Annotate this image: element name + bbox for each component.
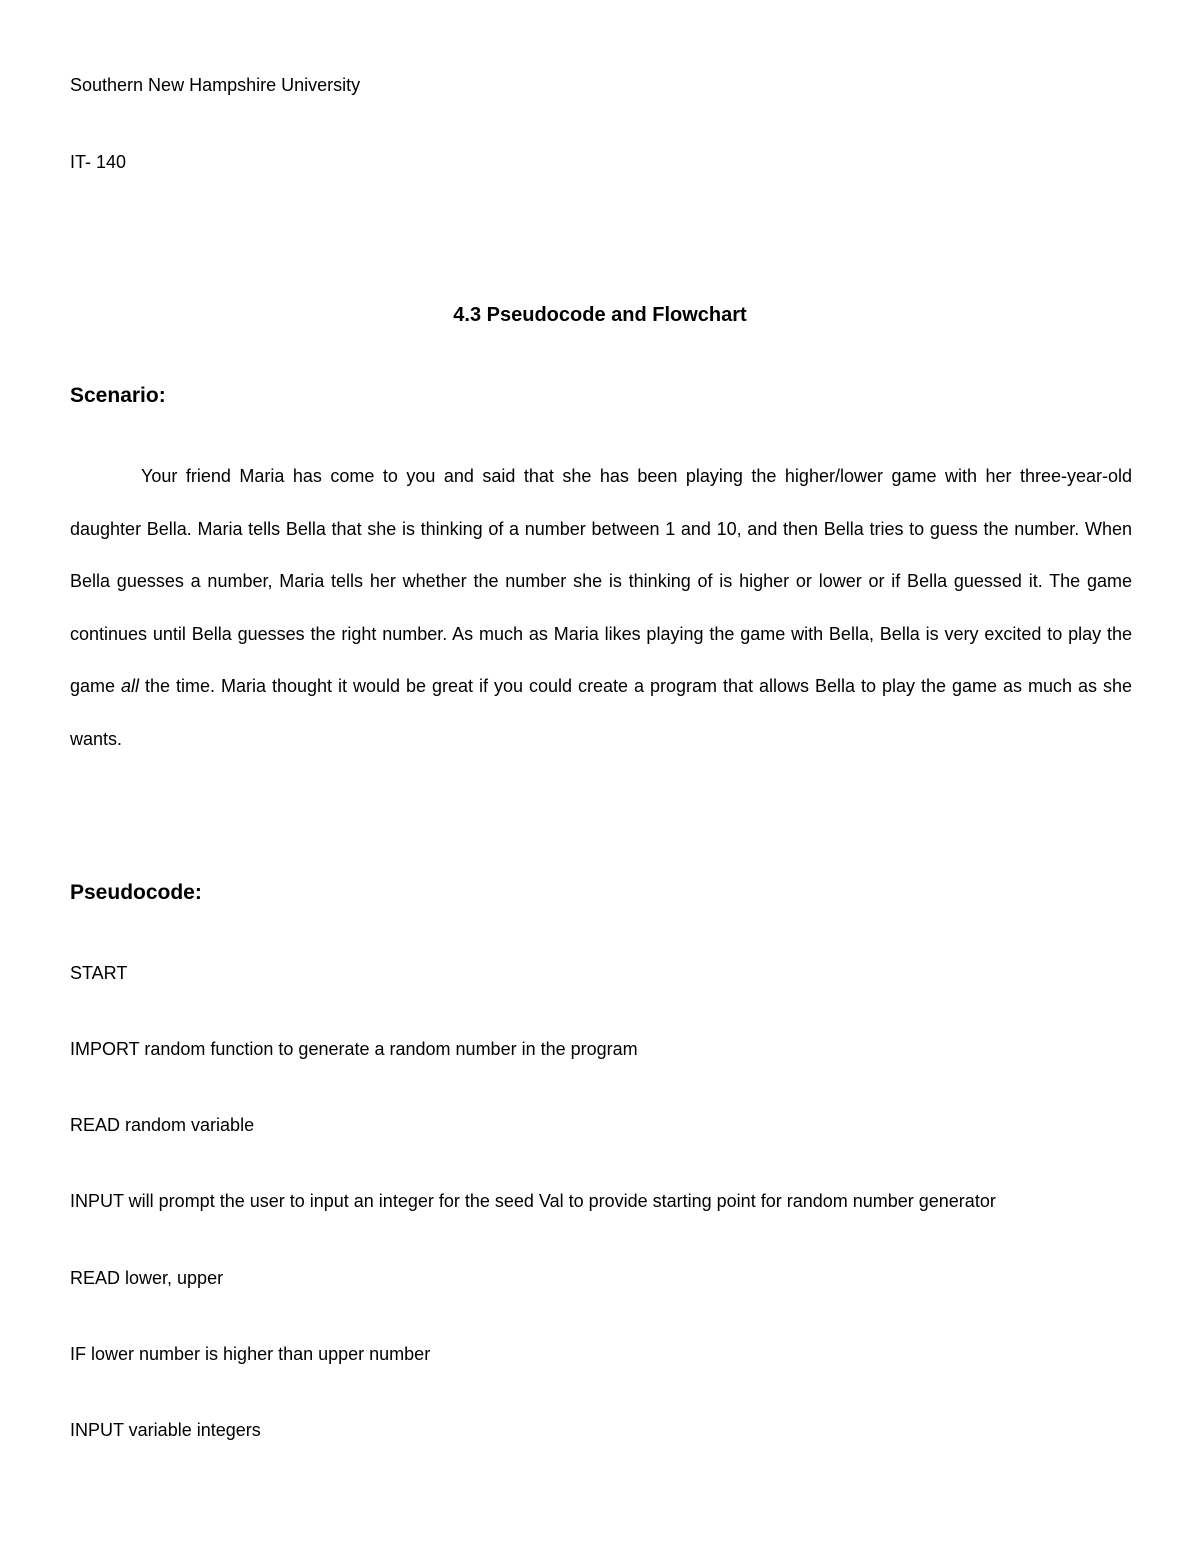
document-title: 4.3 Pseudocode and Flowchart	[453, 304, 747, 326]
scenario-heading: Scenario:	[70, 384, 166, 407]
pseudocode-line: INPUT variable integers	[70, 1420, 261, 1440]
scenario-text-part-2: the time. Maria thought it would be great if you could create a program that allows Bella to play the game as much as she wants.	[70, 676, 1132, 749]
course-code: IT- 140	[70, 152, 127, 172]
pseudocode-heading: Pseudocode:	[70, 881, 202, 904]
scenario-emphasis: all	[121, 676, 140, 696]
scenario-paragraph	[70, 450, 1132, 765]
pseudocode-line: START	[70, 963, 128, 983]
pseudocode-line: IMPORT random function to generate a random number in the program	[70, 1039, 638, 1059]
pseudocode-line: READ lower, upper	[70, 1268, 224, 1288]
pseudocode-line: READ random variable	[70, 1115, 255, 1135]
institution-name: Southern New Hampshire University	[70, 75, 361, 95]
pseudocode-line: INPUT will prompt the user to input an integer for the seed Val to provide starting point for random number generator	[70, 1191, 996, 1211]
scenario-text-part-1: Your friend Maria has come to you and said that she has been playing the higher/lower game with her three-year-old daughter Bella. Maria tells Bella that she is thinking of a number between 1 and 10, and then Bella tries to guess the number. When Bella guesses a number, Maria tells her whether the number she is thinking of is higher or lower or if Bella guessed it. The game continues until Bella guesses the right number. As much as Maria likes playing the game with Bella, Bella is very excited to play the game	[70, 466, 1132, 696]
pseudocode-line: IF lower number is higher than upper number	[70, 1344, 431, 1364]
